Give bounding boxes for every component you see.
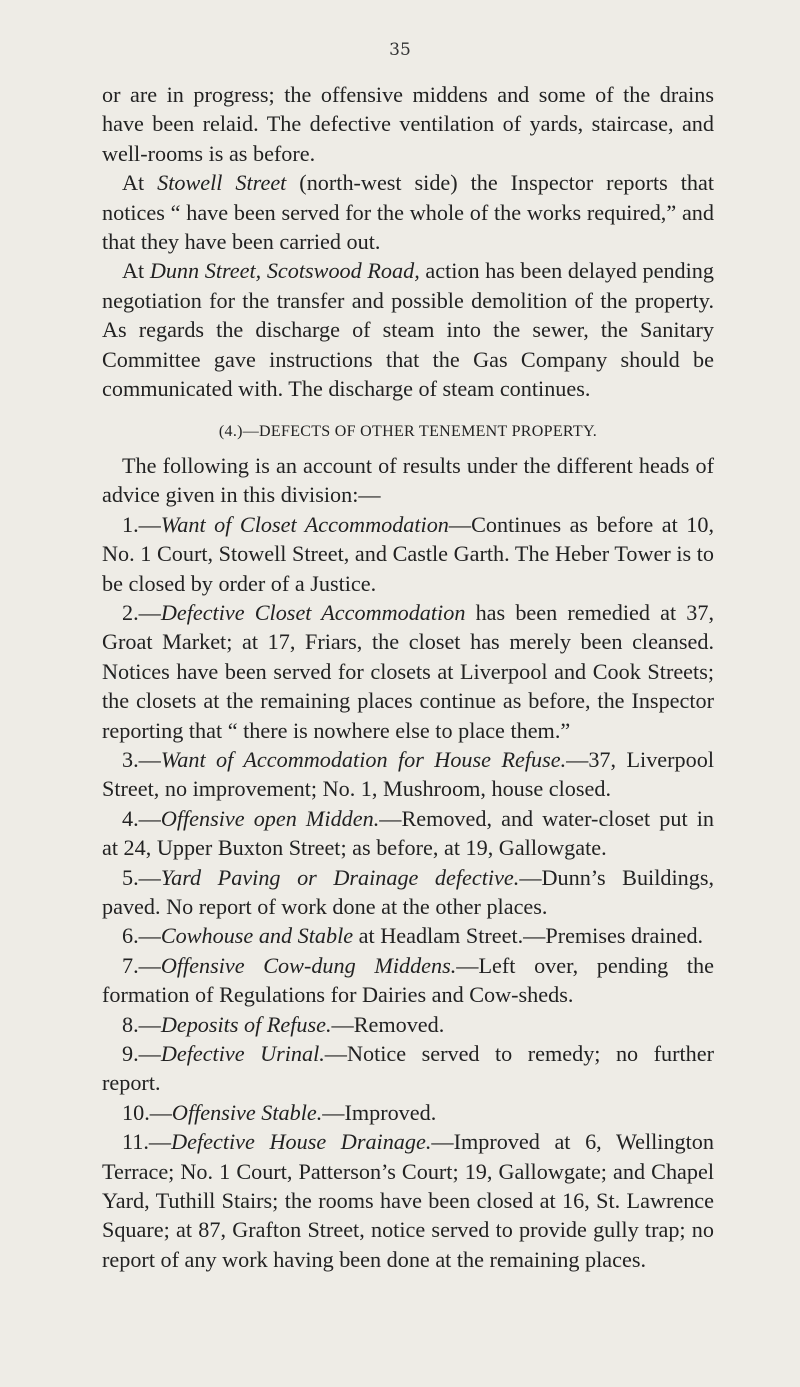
item-title: Deposits of Refuse. [160, 1011, 332, 1037]
item-text: at Headlam Street.—Premises drained. [353, 923, 704, 949]
item-number: 4.— [122, 805, 161, 831]
place-name: Stowell Street [157, 170, 287, 196]
item-number: 5.— [122, 864, 161, 890]
item-number: 9.— [122, 1041, 161, 1066]
place-name: Dunn Street, Scotswood Road, [149, 258, 420, 284]
paragraph-dunn-street [102, 256, 714, 403]
item-number: 10.— [122, 1099, 172, 1125]
list-item [102, 510, 714, 598]
list-item [102, 863, 714, 922]
item-title: Offensive open Midden. [160, 805, 380, 831]
item-title: Defective Closet Accommodation [160, 599, 466, 625]
list-item [102, 745, 714, 804]
item-title: Defective House Drainage. [171, 1129, 432, 1155]
list-item [102, 1127, 714, 1274]
item-title: Offensive Stable. [171, 1099, 323, 1125]
item-text: has been remedied at 37, Groat Market; at 17, Friars, the closet has merely been cleansed. Notices have been served for closets at Liverpool and Cook Streets; the closets at the remaining places continue as before, the Inspector reporting that “ there is nowhere else to place them.” [102, 599, 715, 743]
item-number: 2.— [122, 599, 161, 625]
numbered-list [102, 510, 714, 1275]
item-number: 3.— [122, 746, 161, 772]
item-number: 1.— [122, 511, 161, 537]
item-number: 8.— [122, 1011, 161, 1037]
list-item [102, 598, 714, 745]
item-text: —Improved at 6, Wellington Terrace; No. 1 Court, Patterson’s Court; 19, Gallowgate; and Chapel Yard, Tuthill Stairs; the rooms have been closed at 16, St. Lawrence Square; at 87, Grafton Street, notice served to provide gully trap; no report of any work having been done at the remaining places. [102, 1129, 714, 1272]
list-item [102, 1039, 714, 1098]
list-item [102, 1098, 714, 1127]
list-item [102, 921, 714, 950]
paragraph-continuation: or are in progress; the offensive middens and some of the drains have been relaid. The defective ventilation of yards, staircase, and well-rooms is as before. [102, 82, 714, 166]
item-number: 7.— [122, 952, 161, 978]
item-title: Defective Urinal. [160, 1041, 325, 1066]
item-title: Want of Closet Accommodation [160, 511, 449, 537]
item-text: —Dunn’s Buildings, paved. No report of work done at the other places. [102, 864, 714, 919]
page-number: 35 [389, 40, 411, 60]
item-text: —Removed. [331, 1011, 445, 1037]
item-text: —Removed, and water-closet put in at 24, Upper Buxton Street; as before, at 19, Gallowgate. [102, 805, 714, 861]
list-item [102, 951, 714, 1010]
list-item [102, 1010, 714, 1039]
item-number: 11.— [122, 1129, 172, 1155]
item-title: Cowhouse and Stable [160, 923, 354, 949]
item-text: —37, Liverpool Street, no improvement; No. 1, Mushroom, house closed. [102, 746, 714, 802]
item-number: 6.— [122, 923, 161, 949]
section-lead: The following is an account of results under the different heads of advice given in this division:— [102, 452, 714, 508]
body-text [102, 80, 714, 1274]
item-text: —Improved. [322, 1099, 437, 1125]
item-title: Yard Paving or Drainage defective. [160, 864, 520, 890]
item-title: Want of Accommodation for House Refuse. [160, 746, 567, 772]
item-title: Offensive Cow-dung Middens. [160, 952, 457, 978]
item-text: —Notice served to remedy; no further report. [102, 1041, 714, 1096]
text-prefix: At [122, 170, 158, 196]
section-heading: (4.)—DEFECTS OF OTHER TENEMENT PROPERTY. [218, 423, 598, 441]
text-rest: action has been delayed pending negotiation for the transfer and possible demolition of the property. As regards the discharge of steam into the sewer, the Sanitary Committee gave instructions that the Gas Company should be communicated with. The discharge of steam continues. [102, 258, 714, 402]
list-item [102, 804, 714, 863]
paragraph-stowell-street [102, 168, 714, 256]
item-text: —Continues as before at 10, No. 1 Court, Stowell Street, and Castle Garth. The Heber Tower is to be closed by order of a Justice. [102, 511, 715, 596]
text-prefix: At [122, 258, 150, 284]
text-rest: (north-west side) the Inspector reports that notices “ have been served for the whole of the works required,” and that they have been carried out. [102, 170, 715, 255]
item-text: —Left over, pending the formation of Regulations for Dairies and Cow-sheds. [102, 952, 715, 1008]
